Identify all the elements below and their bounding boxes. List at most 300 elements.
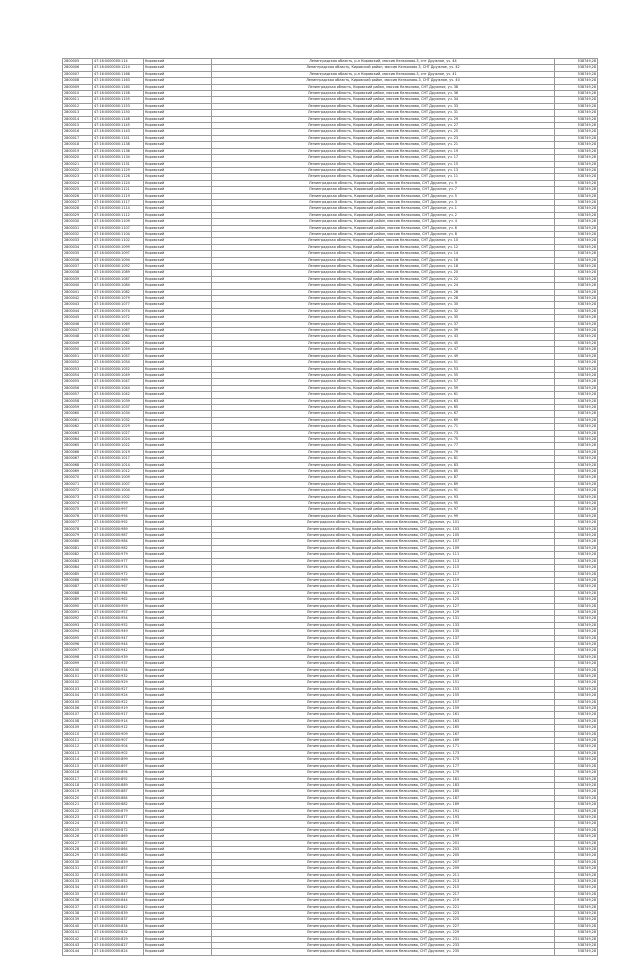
cell-district: Кировский	[144, 680, 212, 686]
cell-cadastral-number: 47:16:0000000:954	[93, 616, 144, 622]
cell-id: 2800047	[63, 328, 93, 334]
cell-cost: 538749,28	[555, 392, 598, 398]
cell-cost: 538749,28	[555, 507, 598, 513]
cell-district: Кировский	[144, 520, 212, 526]
cell-district: Кировский	[144, 123, 212, 129]
cell-address: Ленинградская область, Кировский район, массив Келколово, СНТ Дружное, уч. 6	[212, 225, 555, 231]
cell-cost: 538749,28	[555, 315, 598, 321]
cell-cadastral-number: 47:16:0000000:927	[93, 686, 144, 692]
cell-cost: 538749,28	[555, 552, 598, 558]
cell-district: Кировский	[144, 616, 212, 622]
cell-address: Ленинградская область, Кировский район, массив Келколово, СНТ Дружное, уч. 39	[212, 328, 555, 334]
cell-id: 2800135	[63, 891, 93, 897]
cell-cadastral-number: 47:16:0000000:1107	[93, 225, 144, 231]
cell-district: Кировский	[144, 565, 212, 571]
cell-cadastral-number: 47:16:0000000:912	[93, 725, 144, 731]
cell-cadastral-number: 47:16:0000000:1004	[93, 488, 144, 494]
cell-district: Кировский	[144, 142, 212, 148]
cell-address: Ленинградская область, Кировский район, массив Келколово, СНТ Дружное, уч. 97	[212, 507, 555, 513]
cell-district: Кировский	[144, 129, 212, 135]
cell-cadastral-number: 47:16:0000000:854	[93, 872, 144, 878]
cell-address: Ленинградская область, Кировский район, массив Келколово, СНТ Дружное, уч. 36	[212, 91, 555, 97]
cell-id: 2800107	[63, 712, 93, 718]
cell-id: 2800061	[63, 417, 93, 423]
cell-district: Кировский	[144, 103, 212, 109]
cell-cost: 538749,28	[555, 187, 598, 193]
cell-district: Кировский	[144, 462, 212, 468]
cell-district: Кировский	[144, 110, 212, 116]
cell-district: Кировский	[144, 469, 212, 475]
cell-id: 2800038	[63, 270, 93, 276]
cell-address: Ленинградская область, Кировский район, массив Келколово, СНТ Дружное, уч. 95	[212, 501, 555, 507]
cell-address: Ленинградская область, Кировский район, массив Келколово, СНТ Дружное, уч. 23	[212, 135, 555, 141]
cell-district: Кировский	[144, 430, 212, 436]
cell-id: 2800144	[63, 949, 93, 955]
cell-cost: 538749,28	[555, 597, 598, 603]
cell-cost: 538749,28	[555, 264, 598, 270]
cell-district: Кировский	[144, 347, 212, 353]
cell-id: 2800012	[63, 103, 93, 109]
cell-address: Ленинградская область, Кировский район, массив Келколово, СНТ Дружное, уч. 3	[212, 199, 555, 205]
cell-cadastral-number: 47:16:0000000:857	[93, 866, 144, 872]
cell-cadastral-number: 47:16:0000000:999	[93, 501, 144, 507]
cell-id: 2800050	[63, 347, 93, 353]
cell-cadastral-number: 47:16:0000000:1143	[93, 129, 144, 135]
cell-cadastral-number: 47:16:0000000:1042	[93, 392, 144, 398]
cell-address: Ленинградская область, Кировский район, массив Келколово, СНТ Дружное, уч. 12	[212, 244, 555, 250]
cell-cost: 538749,28	[555, 296, 598, 302]
cell-cost: 538749,28	[555, 641, 598, 647]
cell-district: Кировский	[144, 590, 212, 596]
cell-cadastral-number: 47:16:0000000:867	[93, 840, 144, 846]
cell-cadastral-number: 47:16:0000000:1087	[93, 276, 144, 282]
cell-cadastral-number: 47:16:0000000:1119	[93, 193, 144, 199]
cell-address: Ленинградская область, Кировский район, массив Келколово, СНТ Дружное, уч. 34	[212, 97, 555, 103]
cell-district: Кировский	[144, 782, 212, 788]
cell-cost: 538749,28	[555, 193, 598, 199]
cell-cadastral-number: 47:16:0000000:907	[93, 738, 144, 744]
cell-id: 2800100	[63, 667, 93, 673]
cell-cost: 538749,28	[555, 475, 598, 481]
cell-cost: 538749,28	[555, 853, 598, 859]
cell-cost: 538749,28	[555, 609, 598, 615]
cell-cost: 538749,28	[555, 789, 598, 795]
cell-cost: 538749,28	[555, 103, 598, 109]
cell-cadastral-number: 47:16:0000000:1007	[93, 481, 144, 487]
cell-id: 2800072	[63, 488, 93, 494]
cell-district: Кировский	[144, 302, 212, 308]
cell-district: Кировский	[144, 475, 212, 481]
cell-cost: 538749,28	[555, 834, 598, 840]
cell-id: 2800069	[63, 469, 93, 475]
cell-address: Ленинградская область, Кировский район, массив Келколово, СНТ Дружное, уч. 69	[212, 417, 555, 423]
cell-district: Кировский	[144, 321, 212, 327]
cell-id: 2800102	[63, 680, 93, 686]
cell-address: Ленинградская область, Кировский район, массив Келколово, СНТ Дружное, уч. 13	[212, 167, 555, 173]
cell-cost: 538749,28	[555, 949, 598, 955]
cell-cost: 538749,28	[555, 680, 598, 686]
cell-id: 2800046	[63, 321, 93, 327]
cell-id: 2800049	[63, 340, 93, 346]
cell-address: Ленинградская область, Кировский район, массив Келколово, СНТ Дружное, уч. 47	[212, 347, 555, 353]
cell-cadastral-number: 47:16:0000000:964	[93, 590, 144, 596]
cell-id: 2800036	[63, 257, 93, 263]
cell-cost: 538749,28	[555, 251, 598, 257]
cell-cost: 538749,28	[555, 590, 598, 596]
cell-id: 2800127	[63, 840, 93, 846]
cell-cost: 538749,28	[555, 501, 598, 507]
cell-cadastral-number: 47:16:0000000:969	[93, 577, 144, 583]
cell-cost: 538749,28	[555, 526, 598, 532]
cell-district: Кировский	[144, 891, 212, 897]
cell-address: Ленинградская область, Кировский район, массив Келколово, СНТ Дружное, уч. 15	[212, 161, 555, 167]
cell-address: Ленинградская область, Кировский район, массив Келколово, СНТ Дружное, уч. 117	[212, 571, 555, 577]
cell-district: Кировский	[144, 814, 212, 820]
cell-address: Ленинградская область, Кировский район, массив Келколово, СНТ Дружное, уч. 143	[212, 654, 555, 660]
cell-address: Ленинградская область, Кировский район, массив Келколово, СНТ Дружное, уч. 1	[212, 206, 555, 212]
cell-cost: 538749,28	[555, 654, 598, 660]
cell-id: 2800007	[63, 71, 93, 77]
cell-cost: 538749,28	[555, 488, 598, 494]
cell-cadastral-number: 47:16:0000000:1136	[93, 148, 144, 154]
cell-district: Кировский	[144, 686, 212, 692]
cell-cadastral-number: 47:16:0000000:1145	[93, 123, 144, 129]
cell-district: Кировский	[144, 789, 212, 795]
cell-district: Кировский	[144, 898, 212, 904]
cell-address: Ленинградская область, Кировский район, массив Келколово, СНТ Дружное, уч. 235	[212, 949, 555, 955]
cell-cadastral-number: 47:16:0000000:929	[93, 680, 144, 686]
cell-cadastral-number: 47:16:0000000:834	[93, 923, 144, 929]
cell-district: Кировский	[144, 763, 212, 769]
cell-cadastral-number: 47:16:0000000:1082	[93, 289, 144, 295]
cell-address: Ленинградская область, Кировский район, массив Келколово, СНТ Дружное, уч. 71	[212, 424, 555, 430]
cell-cadastral-number: 47:16:0000000:837	[93, 917, 144, 923]
cell-id: 2800110	[63, 731, 93, 737]
cell-cadastral-number: 47:16:0000000:884	[93, 795, 144, 801]
cell-cost: 538749,28	[555, 180, 598, 186]
cell-district: Кировский	[144, 603, 212, 609]
cell-cadastral-number: 47:16:0000000:919	[93, 706, 144, 712]
cell-district: Кировский	[144, 193, 212, 199]
cell-cost: 538749,28	[555, 859, 598, 865]
cell-id: 2800092	[63, 616, 93, 622]
cell-id: 2800043	[63, 302, 93, 308]
cell-cost: 538749,28	[555, 577, 598, 583]
cell-district: Кировский	[144, 641, 212, 647]
cell-id: 2800078	[63, 526, 93, 532]
cell-cadastral-number: 47:16:0000000:1027	[93, 430, 144, 436]
cell-id: 2800051	[63, 353, 93, 359]
cell-cadastral-number: 47:16:0000000:1074	[93, 308, 144, 314]
cell-cadastral-number: 47:16:0000000:887	[93, 789, 144, 795]
cell-cadastral-number: 47:16:0000000:1057	[93, 353, 144, 359]
cell-cost: 538749,28	[555, 814, 598, 820]
cell-district: Кировский	[144, 699, 212, 705]
cell-cadastral-number: 47:16:0000000:872	[93, 827, 144, 833]
cell-id: 2800079	[63, 533, 93, 539]
cell-cadastral-number: 47:16:0000000:1049	[93, 372, 144, 378]
cell-id: 2800028	[63, 206, 93, 212]
cell-id: 2800064	[63, 436, 93, 442]
cell-address: Ленинградская область, Кировский район, массив Келколово, СНТ Дружное, уч. 25	[212, 129, 555, 135]
cell-address: Ленинградская область, Кировский район, массив Келколово, СНТ Дружное, уч. 197	[212, 827, 555, 833]
cell-district: Кировский	[144, 513, 212, 519]
cell-address: Ленинградская область, Кировский район, массив Келколово, СНТ Дружное, уч. 33	[212, 103, 555, 109]
cell-address: Ленинградская область, Кировский район, массив Келколово, СНТ Дружное, уч. 45	[212, 340, 555, 346]
cell-id: 2800089	[63, 597, 93, 603]
cell-cost: 538749,28	[555, 725, 598, 731]
cell-address: Ленинградская область, Кировский район, массив Келколово, СНТ Дружное, уч. 18	[212, 264, 555, 270]
cell-address: Ленинградская область, Кировский район, массив Келколово, СНТ Дружное, уч. 7	[212, 187, 555, 193]
cell-address: Ленинградская область, Кировский район, массив Келколово, СНТ Дружное, уч. 113	[212, 558, 555, 564]
cell-cost: 538749,28	[555, 142, 598, 148]
cell-address: Ленинградская область, Кировский район, массив Келколово, СНТ Дружное, уч. 53	[212, 366, 555, 372]
cell-district: Кировский	[144, 97, 212, 103]
cell-cadastral-number: 47:16:0000000:1094	[93, 257, 144, 263]
table-body	[63, 59, 598, 956]
cell-id: 2800058	[63, 398, 93, 404]
cell-district: Кировский	[144, 808, 212, 814]
cell-cost: 538749,28	[555, 379, 598, 385]
cell-district: Кировский	[144, 911, 212, 917]
cell-cadastral-number: 47:16:0000000:1097	[93, 251, 144, 257]
cell-cost: 538749,28	[555, 456, 598, 462]
cell-district: Кировский	[144, 340, 212, 346]
cell-district: Кировский	[144, 706, 212, 712]
cell-id: 2800091	[63, 609, 93, 615]
cell-cost: 538749,28	[555, 308, 598, 314]
cell-cost: 538749,28	[555, 770, 598, 776]
cell-address: Ленинградская область, Кировский район, массив Келколово, СНТ Дружное, уч. 223	[212, 911, 555, 917]
cell-cost: 538749,28	[555, 686, 598, 692]
cell-address: Ленинградская область, Кировский район, массив Келколово, СНТ Дружное, уч. 20	[212, 270, 555, 276]
cell-cadastral-number: 47:16:0000000:1077	[93, 302, 144, 308]
cell-address: Ленинградская область, Кировский район, массив Келколово, СНТ Дружное, уч. 32	[212, 308, 555, 314]
cell-address: Ленинградская область, Кировский район, массив Келколово, СНТ Дружное, уч. 85	[212, 469, 555, 475]
cell-cadastral-number: 47:16:0000000:1067	[93, 328, 144, 334]
cell-address: Ленинградская область, Кировский район, массив Келколово, СНТ Дружное, уч. 81	[212, 456, 555, 462]
cell-address: Ленинградская область, Кировский район, массив Келколово, СНТ Дружное, уч. 161	[212, 712, 555, 718]
cell-id: 2800128	[63, 846, 93, 852]
cell-district: Кировский	[144, 853, 212, 859]
cell-cadastral-number: 47:16:0000000:987	[93, 533, 144, 539]
cell-address: Ленинградская область, Кировский район, массив Келколово, СНТ Дружное, уч. 24	[212, 283, 555, 289]
cell-cost: 538749,28	[555, 436, 598, 442]
cell-cost: 538749,28	[555, 462, 598, 468]
cell-address: Ленинградская область, Кировский район, массив Келколово, СНТ Дружное, уч. 79	[212, 449, 555, 455]
cell-district: Кировский	[144, 654, 212, 660]
cell-id: 2800114	[63, 757, 93, 763]
cell-district: Кировский	[144, 526, 212, 532]
cell-district: Кировский	[144, 59, 212, 65]
cell-cadastral-number: 47:16:0000000:877	[93, 814, 144, 820]
cell-cost: 538749,28	[555, 629, 598, 635]
cell-address: Ленинградская область, Кировский район, массив Келколово, СНТ Дружное, уч. 169	[212, 738, 555, 744]
cell-id: 2800017	[63, 135, 93, 141]
cell-id: 2800132	[63, 872, 93, 878]
cell-id: 2800030	[63, 219, 93, 225]
cell-district: Кировский	[144, 174, 212, 180]
cell-cadastral-number: 47:16:0000000:1032	[93, 417, 144, 423]
cell-id: 2800018	[63, 142, 93, 148]
cell-cadastral-number: 47:16:0000000:897	[93, 763, 144, 769]
cell-district: Кировский	[144, 417, 212, 423]
cell-cost: 538749,28	[555, 917, 598, 923]
cell-id: 2800066	[63, 449, 93, 455]
cell-cost: 538749,28	[555, 821, 598, 827]
cell-district: Кировский	[144, 834, 212, 840]
cell-district: Кировский	[144, 353, 212, 359]
cell-cost: 538749,28	[555, 321, 598, 327]
cell-cadastral-number: 47:16:0000000:1029	[93, 424, 144, 430]
cell-address: Ленинградская область, Кировский район, массив Келколово, СНТ Дружное, уч. 30	[212, 302, 555, 308]
cell-id: 2800093	[63, 622, 93, 628]
cell-id: 2800129	[63, 853, 93, 859]
cell-id: 2800097	[63, 648, 93, 654]
cell-address: Ленинградская область, Кировский район, массив Келколово, СНТ Дружное, уч. 59	[212, 385, 555, 391]
cell-cadastral-number: 47:16:0000000:962	[93, 597, 144, 603]
cell-address: Ленинградская область, Кировский район, массив Келколово, СНТ Дружное, уч. 99	[212, 513, 555, 519]
cell-id: 2800011	[63, 97, 93, 103]
cell-id: 2800074	[63, 501, 93, 507]
cell-id: 2800137	[63, 904, 93, 910]
cell-id: 2800090	[63, 603, 93, 609]
cell-cadastral-number: 47:16:0000000:959	[93, 603, 144, 609]
cell-address: Ленинградская область, Кировский район, массив Келколово, СНТ Дружное, уч. 167	[212, 731, 555, 737]
cell-id: 2800095	[63, 635, 93, 641]
cell-district: Кировский	[144, 494, 212, 500]
cell-address: Ленинградская область, Кировский район, массив Келколово, СНТ Дружное, уч. 51	[212, 360, 555, 366]
cell-cost: 538749,28	[555, 923, 598, 929]
cell-cost: 538749,28	[555, 347, 598, 353]
cell-district: Кировский	[144, 846, 212, 852]
cell-cost: 538749,28	[555, 270, 598, 276]
cell-address: Ленинградская область, Кировский район, массив Келколово, СНТ Дружное, уч. 145	[212, 661, 555, 667]
cell-cadastral-number: 47:16:0000000:909	[93, 731, 144, 737]
cell-district: Кировский	[144, 731, 212, 737]
cell-district: Кировский	[144, 251, 212, 257]
cell-cadastral-number: 47:16:0000000:1009	[93, 475, 144, 481]
cell-id: 2800073	[63, 494, 93, 500]
cell-district: Кировский	[144, 257, 212, 263]
cell-cadastral-number: 47:16:0000000:979	[93, 552, 144, 558]
cell-id: 2800082	[63, 552, 93, 558]
cell-address: Ленинградская область, Кировский район, массив Келколово, СНТ Дружное, уч. 155	[212, 693, 555, 699]
cell-district: Кировский	[144, 827, 212, 833]
cell-district: Кировский	[144, 398, 212, 404]
cell-district: Кировский	[144, 379, 212, 385]
cell-cadastral-number: 47:16:0000000:879	[93, 808, 144, 814]
cell-cost: 538749,28	[555, 78, 598, 84]
cell-district: Кировский	[144, 219, 212, 225]
cell-address: Ленинградская область, Кировский район, массив Келколово, СНТ Дружное, уч. 63	[212, 398, 555, 404]
cell-id: 2800113	[63, 750, 93, 756]
cell-district: Кировский	[144, 71, 212, 77]
cell-cost: 538749,28	[555, 603, 598, 609]
cell-cadastral-number: 47:16:0000000:1019	[93, 449, 144, 455]
cell-cadastral-number: 47:16:0000000:864	[93, 846, 144, 852]
cell-address: Ленинградская область, Кировский район, массив Келколово, СНТ Дружное, уч. 77	[212, 443, 555, 449]
cell-address: Ленинградская область, Кировский район, массив Келколово, СНТ Дружное, уч. 4	[212, 219, 555, 225]
cell-cost: 538749,28	[555, 782, 598, 788]
cell-district: Кировский	[144, 545, 212, 551]
cell-address: Ленинградская область, Кировский район, массив Келколово, СНТ Дружное, уч. 189	[212, 802, 555, 808]
cell-address: Ленинградская область, Кировский район, массив Келколово, СНТ Дружное, уч. 187	[212, 795, 555, 801]
cell-district: Кировский	[144, 231, 212, 237]
cell-id: 2800022	[63, 167, 93, 173]
cell-district: Кировский	[144, 674, 212, 680]
cell-cadastral-number: 47:16:0000000:1126	[93, 174, 144, 180]
cell-district: Кировский	[144, 187, 212, 193]
cell-cost: 538749,28	[555, 244, 598, 250]
cell-cost: 538749,28	[555, 584, 598, 590]
cell-cadastral-number: 47:16:0000000:1153	[93, 103, 144, 109]
cell-address: Ленинградская область, Кировский район, массив Келколово, СНТ Дружное, уч. 133	[212, 622, 555, 628]
cell-district: Кировский	[144, 180, 212, 186]
cell-id: 2800119	[63, 789, 93, 795]
cell-cadastral-number: 47:16:0000000:1129	[93, 167, 144, 173]
cell-cadastral-number: 47:16:0000000:862	[93, 853, 144, 859]
cell-cadastral-number: 47:16:0000000:1052	[93, 366, 144, 372]
cell-id: 2800033	[63, 238, 93, 244]
cell-cadastral-number: 47:16:0000000:1034	[93, 411, 144, 417]
cell-address: Ленинградская область, Кировский район, массив Келколово, СНТ Дружное, уч. 101	[212, 520, 555, 526]
cell-cost: 538749,28	[555, 84, 598, 90]
cell-id: 2800104	[63, 693, 93, 699]
cell-id: 2800141	[63, 930, 93, 936]
cell-cost: 538749,28	[555, 148, 598, 154]
cell-district: Кировский	[144, 161, 212, 167]
cell-cost: 538749,28	[555, 930, 598, 936]
cell-cost: 538749,28	[555, 116, 598, 122]
cell-district: Кировский	[144, 725, 212, 731]
cell-address: Ленинградская область, Кировский район, массив Келколово, СНТ Дружное, уч. 5	[212, 193, 555, 199]
cell-cadastral-number: 47:16:0000000:899	[93, 757, 144, 763]
cell-cost: 538749,28	[555, 302, 598, 308]
cell-cost: 538749,28	[555, 385, 598, 391]
cell-cost: 538749,28	[555, 565, 598, 571]
cell-cost: 538749,28	[555, 97, 598, 103]
cell-cadastral-number: 47:16:0000000:1044	[93, 385, 144, 391]
cell-cadastral-number: 47:16:0000000:1002	[93, 494, 144, 500]
cell-cost: 538749,28	[555, 513, 598, 519]
cell-district: Кировский	[144, 776, 212, 782]
cell-cost: 538749,28	[555, 135, 598, 141]
cell-district: Кировский	[144, 648, 212, 654]
cell-address: Ленинградская область, Кировский район, массив Келколово, СНТ Дружное, уч. 193	[212, 814, 555, 820]
cell-address: Ленинградская область, Кировский район, массив Келколово, СНТ Дружное, уч. 73	[212, 430, 555, 436]
cell-cadastral-number: 47:16:0000000:1017	[93, 456, 144, 462]
cell-cost: 538749,28	[555, 353, 598, 359]
cell-district: Кировский	[144, 712, 212, 718]
cell-cost: 538749,28	[555, 738, 598, 744]
cell-address: Ленинградская область, Кировский район, массив Келколово, СНТ Дружное, уч. 17	[212, 155, 555, 161]
cell-cadastral-number: 47:16:0000000:924	[93, 693, 144, 699]
cell-id: 2800084	[63, 565, 93, 571]
cell-cost: 538749,28	[555, 706, 598, 712]
table-row	[63, 949, 598, 955]
cell-cost: 538749,28	[555, 430, 598, 436]
cell-id: 2800101	[63, 674, 93, 680]
cell-cadastral-number: 47:16:0000000:1214	[93, 65, 144, 71]
cell-id: 2800133	[63, 879, 93, 885]
cell-address: Ленинградская область, Кировский район, массив Келколово, СНТ Дружное, уч. 141	[212, 648, 555, 654]
cell-cost: 538749,28	[555, 231, 598, 237]
cell-id: 2800083	[63, 558, 93, 564]
cell-district: Кировский	[144, 597, 212, 603]
cell-district: Кировский	[144, 635, 212, 641]
cell-id: 2800123	[63, 814, 93, 820]
